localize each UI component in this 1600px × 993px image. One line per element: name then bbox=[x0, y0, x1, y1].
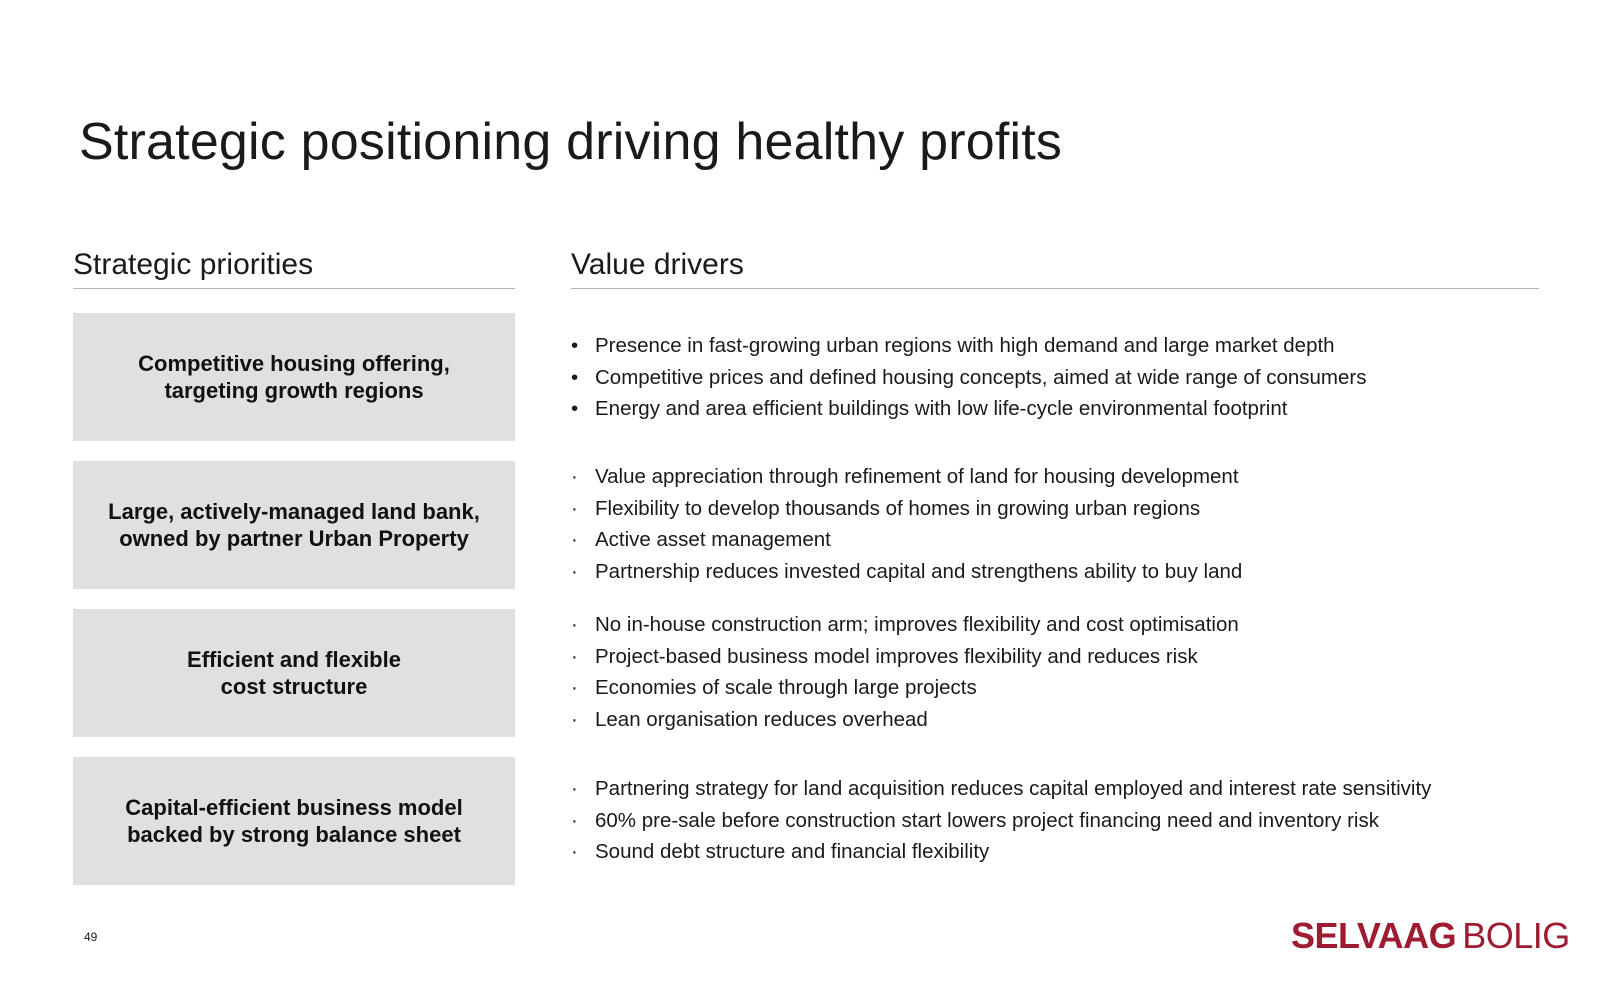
list-item bbox=[571, 836, 1531, 868]
driver-text: Flexibility to develop thousands of homes in growing urban regions bbox=[595, 496, 1201, 520]
strategic-priorities-heading: Strategic priorities bbox=[73, 248, 515, 289]
value-drivers-list-housing bbox=[571, 330, 1531, 425]
bullet-icon: · bbox=[571, 559, 578, 583]
priority-label: Capital-efficient business model backed by strong balance sheet bbox=[125, 795, 463, 847]
bullet-icon: • bbox=[571, 397, 579, 420]
priority-label: Efficient and flexible cost structure bbox=[187, 647, 401, 699]
priority-box-capital bbox=[73, 757, 515, 885]
bullet-icon: · bbox=[571, 676, 578, 699]
list-item bbox=[571, 641, 1531, 673]
driver-text: Partnership reduces invested capital and strengthens ability to buy land bbox=[595, 559, 1243, 583]
bullet-icon: · bbox=[571, 707, 578, 731]
list-item bbox=[571, 556, 1531, 588]
logo-strong-text: SELVAAG bbox=[1291, 915, 1457, 956]
priority-box-cost-structure bbox=[73, 609, 515, 737]
priority-label: Competitive housing offering, targeting growth regions bbox=[138, 351, 450, 403]
bullet-icon: • bbox=[571, 334, 579, 357]
list-item bbox=[571, 805, 1531, 837]
driver-text: Project-based business model improves flexibility and reduces risk bbox=[595, 644, 1198, 668]
driver-text: Lean organisation reduces overhead bbox=[595, 707, 928, 731]
page-number: 49 bbox=[84, 930, 98, 944]
list-item bbox=[571, 330, 1531, 362]
driver-text: 60% pre-sale before construction start lowers project financing need and inventory risk bbox=[595, 808, 1379, 832]
bullet-icon: · bbox=[571, 644, 578, 668]
list-item bbox=[571, 672, 1531, 704]
value-drivers-list-land-bank bbox=[571, 461, 1531, 587]
driver-text: Value appreciation through refinement of land for housing development bbox=[595, 465, 1239, 488]
value-drivers-heading: Value drivers bbox=[571, 248, 1539, 289]
list-item bbox=[571, 773, 1531, 805]
bullet-icon: · bbox=[571, 777, 578, 800]
priority-box-land-bank bbox=[73, 461, 515, 589]
list-item bbox=[571, 524, 1531, 556]
list-item bbox=[571, 493, 1531, 525]
driver-text: Presence in fast-growing urban regions with high demand and large market depth bbox=[595, 334, 1335, 357]
driver-text: Partnering strategy for land acquisition reduces capital employed and interest rate sensitivity bbox=[595, 777, 1432, 800]
value-drivers-list-cost-structure bbox=[571, 609, 1531, 735]
priority-box-housing bbox=[73, 313, 515, 441]
driver-text: No in-house construction arm; improves flexibility and cost optimisation bbox=[595, 613, 1239, 636]
list-item bbox=[571, 704, 1531, 736]
driver-text: Economies of scale through large projects bbox=[595, 676, 977, 699]
slide-title: Strategic positioning driving healthy profits bbox=[79, 113, 1063, 171]
driver-text: Sound debt structure and financial flexibility bbox=[595, 840, 990, 863]
value-drivers-list-capital bbox=[571, 773, 1531, 868]
driver-text: Active asset management bbox=[595, 528, 831, 551]
bullet-icon: · bbox=[571, 528, 578, 551]
list-item bbox=[571, 461, 1531, 493]
driver-text: Competitive prices and defined housing concepts, aimed at wide range of consumers bbox=[595, 365, 1367, 389]
bullet-icon: · bbox=[571, 496, 578, 520]
bullet-icon: · bbox=[571, 840, 578, 863]
list-item bbox=[571, 609, 1531, 641]
bullet-icon: • bbox=[571, 365, 579, 389]
bullet-icon: · bbox=[571, 465, 578, 488]
driver-text: Energy and area efficient buildings with low life-cycle environmental footprint bbox=[595, 397, 1288, 420]
bullet-icon: · bbox=[571, 808, 578, 832]
logo-light-text: BOLIG bbox=[1462, 915, 1570, 956]
priority-label: Large, actively-managed land bank, owned by partner Urban Property bbox=[108, 499, 480, 551]
selvaag-bolig-logo bbox=[1291, 915, 1570, 956]
bullet-icon: · bbox=[571, 613, 578, 636]
list-item bbox=[571, 362, 1531, 394]
list-item bbox=[571, 393, 1531, 425]
